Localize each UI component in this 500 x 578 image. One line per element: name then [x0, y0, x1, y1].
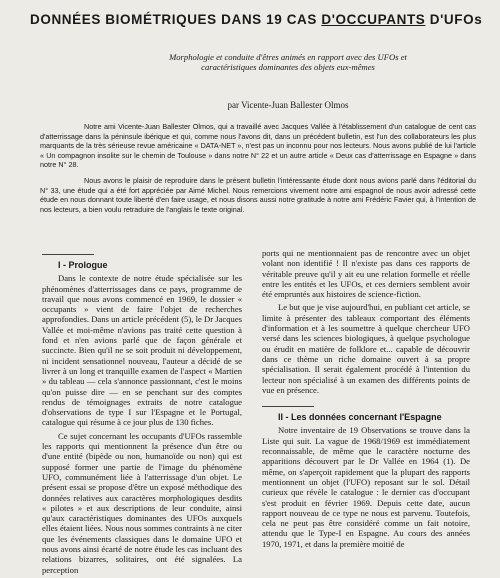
title-part-1: DONNÉES BIOMÉTRIQUES DANS 19 CAS	[30, 12, 322, 27]
title-part-2-underlined: D'OCCUPANTS	[321, 12, 426, 27]
section-gap	[262, 398, 470, 406]
intro-paragraph: Notre ami Vicente-Juan Ballester Olmos, qui a travaillé avec Jacques Vallée à l'établissement d'un catalogue de cent cas d'atterrissage dans la péninsule ibérique et qui, comme nous l'avons dit, dans un précédent bulletin, est l'un des collaborateurs les plus marquants de la très sérieuse revue américaine « DATA-NET », n'est pas un inconnu pour nos lecteurs. Nous avons publié de lui l'article « Un compagnon insolite sur le chemin de Toulouse » dans notre N° 22 et un autre article « Deux cas d'atterrissage en Espagne » dans notre N° 28.	[40, 122, 476, 170]
editorial-intro	[40, 122, 476, 220]
body-paragraph: Notre inventaire de 19 Observations se trouve dans la Liste qui suit. La vague de 1968/1969 est immédiatement reconnaissable, de même que le caractère nocturne des apparitions découvert par le Dr Vallée en 1964 (1). De même, on s'aperçoit rapidement que la plupart des rapports mentionnent un objet (l'UFO) reposant sur le sol. Détail curieux que révèle le catalogue : le dernier cas d'occupant s'est produit en février 1969. Depuis cette date, aucun rapport nouveau de ce type ne nous est parvenu. Toutefois, cela ne peut pas être considéré comme un fait notoire, attendu que le Type-I en Espagne. Au cours des années 1970, 1971, et dans la première moitié de	[262, 425, 470, 549]
article-title	[30, 12, 483, 27]
right-column	[262, 248, 470, 552]
body-paragraph: Dans le contexte de notre étude spécialisée sur les phénomènes d'atterrissages dans ce pays, programme de travail que nous avons commencé en 1969, le dossier « occupants » vient de faire l'objet de recherches approfondies. Dans un article précédent (5), le Dr Jacques Vallée et moi-même n'avions pas traité cette question à fond et n'en avions parlé que de façon générale et succincte. Bien qu'il ne se soit produit ni développement, ni incident sensationnel nouveau, l'auteur a décidé de se livrer à un long et tranquille examen de l'aspect « Martien » du tableau — cela s'annonce passionnant, c'est le moins qu'on puisse dire — en se penchant sur des comptes rendus de témoignages extraits de notre catalogue d'observations de type I sur l'Espagne et le Portugal, catalogue qui résume à ce jour plus de 130 fiches.	[42, 273, 242, 428]
title-part-3: D'UFOs	[425, 12, 483, 27]
intro-paragraph: Nous avons le plaisir de reproduire dans le présent bulletin l'intéressante étude dont nous avions parlé dans l'éditorial du N° 33, une étude qui a été fort appréciée par Aimé Michel. Nous remercions vivement notre ami espagnol de nous avoir adressé cette étude en nous donnant toute liberté d'en faire usage, et nous disons aussi notre gratitude à notre ami Frédéric Favier qui, à l'intention de nos lecteurs, a bien voulu retraduire de l'anglais le texte original.	[40, 175, 476, 214]
section-rule	[42, 254, 94, 255]
body-paragraph: Ce sujet concernant les occupants d'UFOs rassemble les rapports qui mentionnent la présence d'un être ou d'une entité (bipède ou non, humanoïde ou non) qui est supposé former une partie de l'image du phénomène UFO, communément liée à l'atterrissage d'un objet. Le présent essai se propose d'être un exposé méthodique des données relatives aux caractères morphologiques desdits « pilotes » et aux descriptions de leur conduite, ainsi qu'aux caractéristiques dominantes des UFOs auxquels elles étaient liées. Nous nous sommes contraints à ne citer que les événements classiques dans le domaine UFO et nous avons ainsi écarté de notre étude les cas incluant des relations bizarres, solitaires, ont été signalées. La perception	[42, 430, 242, 575]
body-paragraph: Le but que je vise aujourd'hui, en publiant cet article, se limite à présenter des tableaux comportant des éléments d'information et à les soumettre à quelque chercheur UFO versé dans les sciences biologiques, à quelque psychologue ou érudit en matière de folklore et... capable de découvrir dans ce thème un riche domaine ouvert à sa propre spécialisation. Il serait également procédé à l'intention du lecteur non spécialisé à un examen des différents points de vue en présence.	[262, 302, 470, 395]
left-column	[42, 254, 242, 578]
article-author: par Vicente-Juan Ballester Olmos	[227, 100, 349, 110]
section-heading-prologue: I - Prologue	[58, 260, 108, 270]
section-rule	[262, 406, 314, 407]
body-paragraph: ports qui ne mentionnaient pas de rencontre avec un objet volant non identifié ! Il n'existe pas dans ces rapports de véritable preuve qu'il y ait eu une relation formelle et réelle entre les entités et les UFOs, et ces derniers semblent avoir été empruntés aux histoires de science-fiction.	[262, 248, 470, 300]
section-heading-espagne: II - Les données concernant l'Espagne	[278, 412, 442, 423]
article-subtitle: Morphologie et conduite d'êtres animés en rapport avec des UFOs et caractéristiques dominantes des objets eux-mêmes	[169, 52, 407, 73]
